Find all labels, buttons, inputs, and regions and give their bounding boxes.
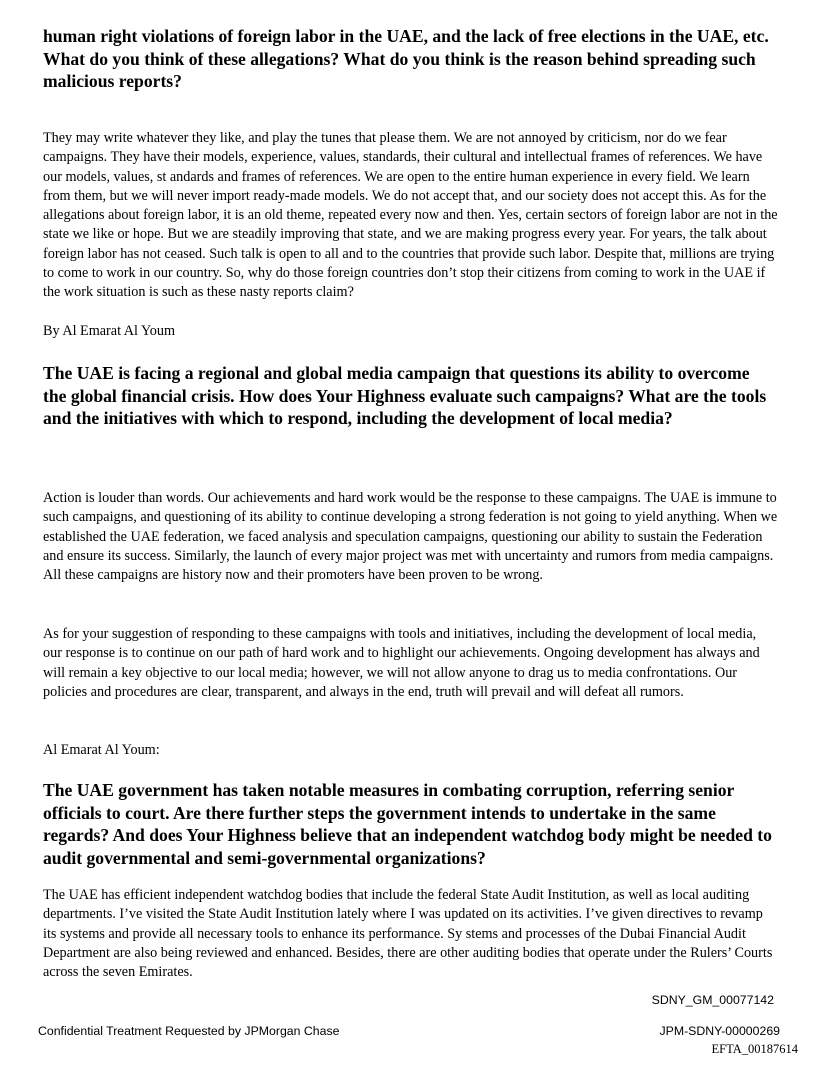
answer-paragraph: Action is louder than words. Our achievements and hard work would be the response to these campaigns. The UAE is immune to such campaigns, and questioning of its ability to continue developing a strong federation is not going to yield anything. When we established the UAE federation, we faced analysis and speculation campaigns, questioning our ability to sustain the Federation and ensure its success. Similarly, the launch of every major project was met with uncertainty and rumors from media campaigns. All these campaigns are history now and their promoters have been proven to be wrong. [43,490,778,584]
answer-paragraph: They may write whatever they like, and play the tunes that please them. We are not annoyed by criticism, nor do we fear campaigns. They have their models, experience, values, standards, their cultural and intellectual frames of references. We have our models, values, st andards and frames of references. We are open to the entire human experience in every field. We learn from them, but we will never import ready-made models. We do not accept that, and our society does not accept this. As for the allegations about foreign labor, it is an old theme, repeated every now and then. Yes, certain sectors of foreign labor are not in the state we like or hope. But we are steadily improving that state, and we are making progress every year. For years, the talk about foreign labor has not ceased. Such talk is open to all and to the countries that provide such labor. Despite that, millions are trying to come to work in our country. So, why do those foreign countries don’t stop their citizens from coming to work in the UAE if the work situation is such as these nasty reports claim? [43,130,778,301]
byline: Al Emarat Al Youm: [43,742,160,758]
bates-number-jpm: JPM-SDNY-00000269 [659,1024,780,1038]
answer-paragraph: As for your suggestion of responding to these campaigns with tools and initiatives, including the development of local media, our response is to continue on our path of hard work and to highlight our achievements. Ongoing development has always and will remain a key objective to our local media; however, we will not allow anyone to drag us to media confrontations. Our policies and procedures are clear, transparent, and always in the end, truth will prevail and will defeat all rumors. [43,626,760,700]
question-continued: human right violations of foreign labor in the UAE, and the lack of free elections in the UAE, etc. What do you think of these allegations? What do you think is the reason behind spreading such malicious reports? [43,26,769,91]
byline: By Al Emarat Al Youm [43,323,176,339]
question-heading: The UAE government has taken notable measures in combating corruption, referring senior officials to court. Are there further steps the government intends to undertake in the same regards? And does Your Highness believe that an independent watchdog body might be needed to audit governmental and semi-governmental organizations? [43,780,772,868]
question-heading: The UAE is facing a regional and global media campaign that questions its ability to overcome the global financial crisis. How does Your Highness evaluate such campaigns? What are the tools and the initiatives with which to respond, including the development of local media? [43,363,767,428]
confidential-notice: Confidential Treatment Requested by JPMorgan Chase [38,1024,340,1038]
answer-paragraph: The UAE has efficient independent watchdog bodies that include the federal State Audit Institution, as well as local auditing departments. I’ve visited the State Audit Institution lately where I was updated on its activities. I’ve given directives to revamp its systems and provide all necessary tools to enhance its performance. Sy stems and processes of the Dubai Financial Audit Department are also being reviewed and enhanced. Besides, there are other auditing bodies that operate under the Rulers’ Courts across the seven Emirates. [43,887,773,981]
bates-number-gm: SDNY_GM_00077142 [651,993,774,1007]
efta-number: EFTA_00187614 [711,1042,798,1056]
